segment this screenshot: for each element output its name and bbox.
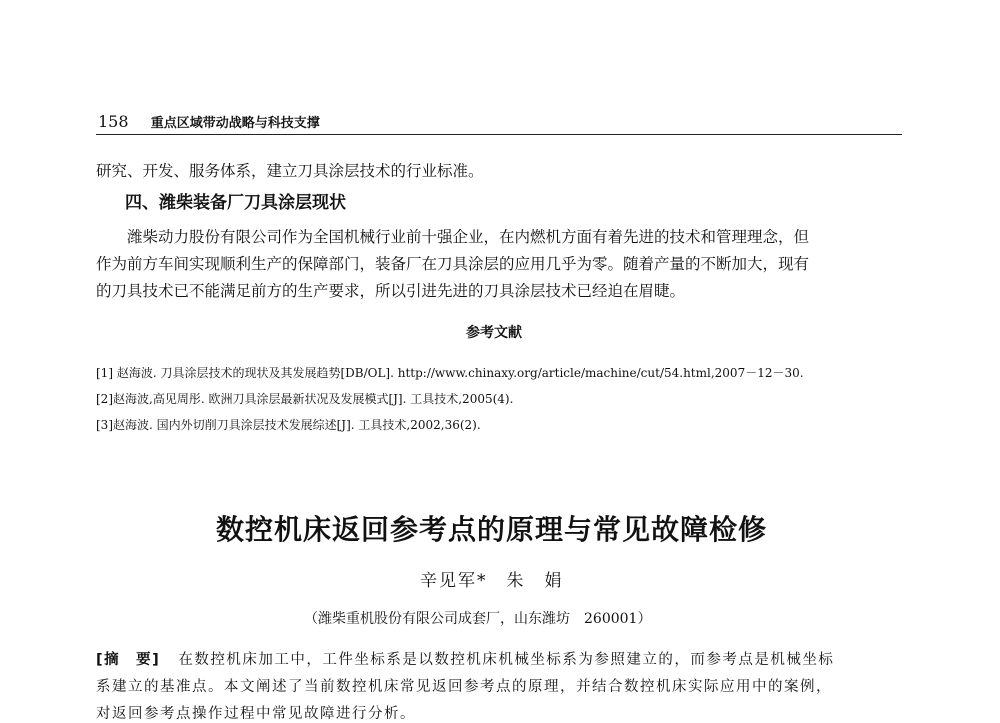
section-heading: 四、潍柴装备厂刀具涂层现状 — [125, 193, 346, 213]
reference-item: [1] 赵海波. 刀具涂层技术的现状及其发展趋势[DB/OL]. http://www.chinaxy.org/article/machine/cut/54.html,2007－12－30. — [96, 366, 804, 380]
journal-title: 重点区域带动战略与科技支撑 — [150, 116, 320, 131]
article-title: 数控机床返回参考点的原理与常见故障检修 — [216, 513, 768, 546]
abstract-line: 对返回参考点操作过程中常见故障进行分析。 — [96, 706, 416, 722]
abstract-label: [摘 要] — [96, 652, 161, 668]
paragraph-line: 潍柴动力股份有限公司作为全国机械行业前十强企业，在内燃机方面有着先进的技术和管理理念，但 — [127, 228, 810, 246]
reference-item: [2]赵海波,高见周彤. 欧洲刀具涂层最新状况及发展模式[J]. 工具技术,2005(4). — [96, 392, 514, 406]
abstract-line: 系建立的基准点。本文阐述了当前数控机床常见返回参考点的原理，并结合数控机床实际应用中的案例， — [96, 679, 832, 695]
paragraph-line: 作为前方车间实现顺利生产的保障部门，装备厂在刀具涂层的应用几乎为零。随着产量的不断加大，现有 — [96, 255, 810, 273]
page-number: 158 — [98, 112, 129, 131]
header-rule — [96, 134, 902, 135]
paragraph-line: 的刀具技术已不能满足前方的生产要求，所以引进先进的刀具涂层技术已经迫在眉睫。 — [96, 282, 686, 300]
carryover-line: 研究、开发、服务体系，建立刀具涂层技术的行业标准。 — [96, 162, 484, 180]
article-affiliation: （潍柴重机股份有限公司成套厂，山东潍坊 260001） — [304, 611, 652, 627]
abstract-line — [96, 648, 834, 669]
references-title: 参考文献 — [466, 325, 522, 341]
reference-item: [3]赵海波. 国内外切削刀具涂层技术发展综述[J]. 工具技术,2002,36(2). — [96, 418, 481, 432]
article-authors: 辛见军* 朱 娟 — [420, 571, 564, 591]
running-header — [98, 112, 320, 131]
abstract-text: 在数控机床加工中，工件坐标系是以数控机床机械坐标系为参照建立的，而参考点是机械坐标 — [178, 652, 835, 668]
